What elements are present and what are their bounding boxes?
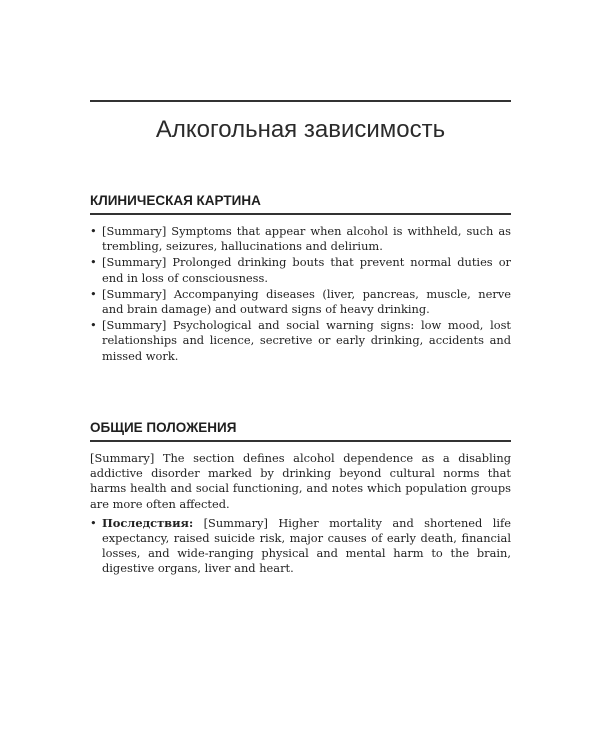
section-heading-clinical: КЛИНИЧЕСКАЯ КАРТИНА <box>90 193 511 215</box>
bullet-text: [Summary] Symptoms that appear when alcohol is withheld, such as trembling, seizures, hallucinations and delirium. <box>102 224 511 254</box>
consequences-term: Последствия <box>102 515 189 530</box>
chapter-title: Алкогольная зависимость <box>155 116 446 143</box>
consequences-list <box>90 516 511 577</box>
list-item <box>90 224 511 254</box>
list-item <box>90 318 511 364</box>
bullet-icon: • <box>90 255 97 270</box>
list-item <box>90 255 511 285</box>
clinical-section-body <box>90 224 511 365</box>
bullet-text: [Summary] Accompanying diseases (liver, pancreas, muscle, nerve and brain damage) and outward signs of heavy drinking. <box>102 286 511 317</box>
list-item <box>90 287 511 317</box>
clinical-bullet-list <box>90 224 511 364</box>
term-colon: : <box>188 515 194 530</box>
section-heading-general: ОБЩИЕ ПОЛОЖЕНИЯ <box>90 420 511 442</box>
bullet-icon: • <box>90 286 97 301</box>
bullet-text: [Summary] Prolonged drinking bouts that prevent normal duties or end in loss of consciousness. <box>102 255 511 285</box>
bullet-icon: • <box>90 224 97 238</box>
top-rule <box>90 100 511 102</box>
bullet-text: [Summary] Psychological and social warning signs: low mood, lost relationships and licence, secretive or early drinking, accidents and missed work. <box>102 318 511 363</box>
consequences-text: [Summary] Higher mortality and shortened life expectancy, raised suicide risk, major causes of early death, financial losses, and wide-ranging physical and mental harm to the brain, digestive organs, liver and heart. <box>102 515 512 576</box>
bullet-icon: • <box>90 515 97 530</box>
general-section-body <box>90 451 511 578</box>
intro-paragraph: [Summary] The section defines alcohol dependence as a disabling addictive disorder marked by drinking beyond cultural norms that harms health and social functioning, and notes which population groups are more often affected. <box>90 451 511 511</box>
bullet-icon: • <box>90 318 97 333</box>
list-item <box>90 516 511 577</box>
